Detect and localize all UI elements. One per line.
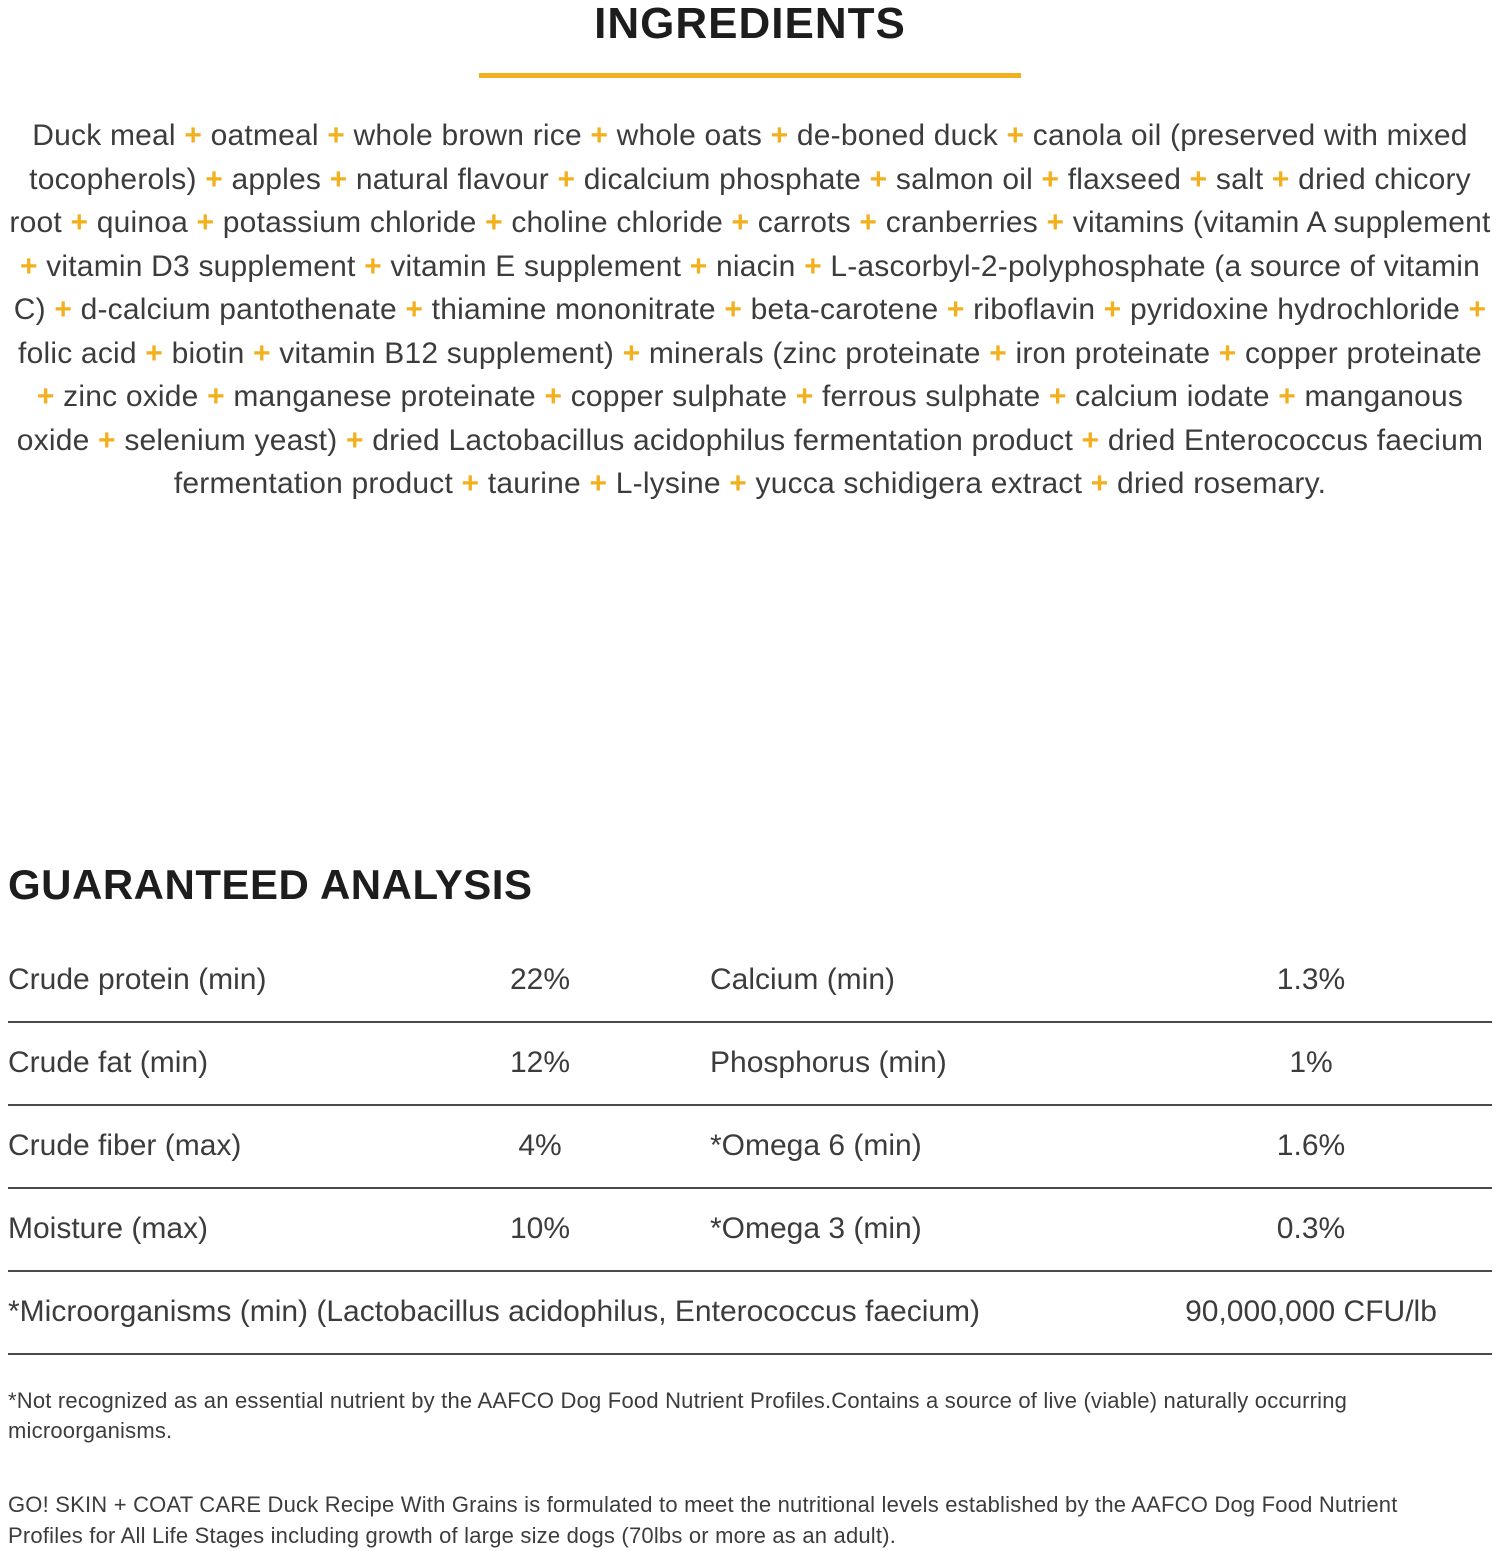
plus-separator: + xyxy=(715,293,751,326)
analysis-row xyxy=(8,1189,1492,1272)
plus-separator: + xyxy=(175,119,211,152)
ingredient-item: canola oil (preserved with mixed tocopherols) xyxy=(29,119,1468,196)
ingredients-paragraph xyxy=(8,114,1492,506)
plus-separator: + xyxy=(548,162,584,196)
plus-separator: + xyxy=(1263,162,1299,196)
analysis-label: Calcium (min) xyxy=(710,963,896,996)
plus-separator: + xyxy=(19,249,47,283)
analysis-value: 10% xyxy=(509,1212,571,1245)
analysis-label: Phosphorus (min) xyxy=(710,1046,947,1079)
ingredient-item: vitamin B12 supplement) xyxy=(279,336,615,370)
analysis-value: 12% xyxy=(509,1046,571,1079)
ingredient-item: vitamin E supplement xyxy=(390,249,682,283)
ingredient-item: biotin xyxy=(171,336,245,370)
analysis-value: 0.3% xyxy=(1276,1212,1346,1245)
ingredient-item: manganese proteinate xyxy=(233,380,536,413)
ingredient-item: L-ascorbyl-2-polyphosphate (a source of vitamin C) xyxy=(13,249,1481,326)
plus-separator: + xyxy=(1073,423,1108,457)
analysis-row xyxy=(8,1023,1492,1106)
ingredient-item: thiamine mononitrate xyxy=(431,293,716,326)
plus-separator: + xyxy=(681,249,716,283)
ingredient-item: whole oats xyxy=(616,119,763,152)
ingredients-title: INGREDIENTS xyxy=(594,0,906,48)
ingredient-item: flaxseed xyxy=(1067,162,1182,196)
analysis-label: Moisture (max) xyxy=(8,1212,209,1245)
plus-separator: + xyxy=(720,467,756,500)
ingredient-item: calcium iodate xyxy=(1075,380,1270,413)
plus-separator: + xyxy=(89,423,125,457)
plus-separator: + xyxy=(188,206,223,239)
plus-separator: + xyxy=(337,423,373,457)
gold-divider xyxy=(479,73,1021,78)
plus-separator: + xyxy=(136,336,172,370)
ingredient-item: zinc oxide xyxy=(63,380,199,413)
plus-separator: + xyxy=(1040,380,1076,413)
ingredient-item: copper proteinate xyxy=(1245,336,1482,370)
plus-separator: + xyxy=(396,293,432,326)
analysis-value: 1.6% xyxy=(1276,1129,1346,1162)
ingredient-item: pyridoxine hydrochloride xyxy=(1130,293,1460,326)
ingredient-item: whole brown rice xyxy=(353,119,582,152)
ingredient-item: folic acid xyxy=(18,336,137,370)
plus-separator: + xyxy=(581,119,617,152)
analysis-label: *Omega 3 (min) xyxy=(710,1212,922,1245)
ingredient-item: dicalcium phosphate xyxy=(583,162,862,196)
plus-separator: + xyxy=(1082,467,1117,500)
ingredient-item: dried Enterococcus faecium fermentation product xyxy=(173,423,1484,500)
ingredient-item: salt xyxy=(1215,162,1264,196)
formulation-statement: GO! SKIN + COAT CARE Duck Recipe With Grains is formulated to meet the nutritional levels established by the AAFCO Dog Food Nutrient Profiles for All Life Stages including growth of large size dogs (70lbs or more as an adult). xyxy=(8,1491,1398,1548)
guaranteed-analysis-title: GUARANTEED ANALYSIS xyxy=(8,860,533,908)
plus-separator: + xyxy=(355,249,391,283)
ingredient-item: minerals (zinc proteinate xyxy=(648,336,981,370)
analysis-value: 90,000,000 CFU/lb xyxy=(1185,1295,1437,1328)
plus-separator: + xyxy=(1181,162,1216,196)
analysis-value: 1% xyxy=(1289,1046,1333,1079)
plus-separator: + xyxy=(36,380,64,413)
ingredient-item: carrots xyxy=(757,206,851,239)
ingredient-item: niacin xyxy=(715,249,796,283)
plus-separator: + xyxy=(318,119,354,152)
plus-separator: + xyxy=(1459,293,1487,326)
analysis-row xyxy=(8,1106,1492,1189)
plus-separator: + xyxy=(1269,380,1305,413)
ingredient-item: dried chicory root xyxy=(9,162,1471,239)
ingredient-item: de-boned duck xyxy=(796,119,998,152)
plus-separator: + xyxy=(795,249,831,283)
plus-separator: + xyxy=(787,380,823,413)
ingredient-item: yucca schidigera extract xyxy=(755,467,1083,500)
plus-separator: + xyxy=(1037,206,1073,239)
plus-separator: + xyxy=(244,336,280,370)
ingredient-item: cranberries xyxy=(885,206,1038,239)
analysis-value: 22% xyxy=(509,963,571,996)
plus-separator: + xyxy=(997,119,1033,152)
ingredient-item: selenium yeast) xyxy=(124,423,338,457)
analysis-label: *Microorganisms (min) (Lactobacillus acidophilus, Enterococcus faecium) xyxy=(8,1295,981,1328)
plus-separator: + xyxy=(321,162,356,196)
plus-separator: + xyxy=(580,467,616,500)
ingredient-item: iron proteinate xyxy=(1015,336,1211,370)
ingredient-item: choline chloride xyxy=(511,206,723,239)
ingredient-item: L-lysine xyxy=(615,467,721,500)
plus-separator: + xyxy=(196,162,232,196)
analysis-label: *Omega 6 (min) xyxy=(710,1129,922,1162)
ingredient-item: apples xyxy=(231,162,322,196)
plus-separator: + xyxy=(453,467,488,500)
ingredient-item: natural flavour xyxy=(355,162,549,196)
ingredient-item: quinoa xyxy=(96,206,188,239)
aafco-footnote: *Not recognized as an essential nutrient by the AAFCO Dog Food Nutrient Profiles.Contains a source of live (viable) naturally occurring microorganisms. xyxy=(8,1387,1348,1443)
analysis-value: 4% xyxy=(518,1129,562,1162)
ingredient-item: vitamins (vitamin A supplement xyxy=(1072,206,1491,239)
plus-separator: + xyxy=(476,206,512,239)
plus-separator: + xyxy=(850,206,886,239)
ingredient-item: beta-carotene xyxy=(750,293,939,326)
plus-separator: + xyxy=(1095,293,1130,326)
ingredient-item: oatmeal xyxy=(210,119,319,152)
guaranteed-analysis-table xyxy=(8,940,1492,1355)
microorganisms-row xyxy=(8,1272,1492,1355)
plus-separator: + xyxy=(198,380,234,413)
ingredient-item: Duck meal xyxy=(32,119,176,152)
plus-separator: + xyxy=(938,293,974,326)
analysis-label: Crude fat (min) xyxy=(8,1046,209,1079)
plus-separator: + xyxy=(762,119,797,152)
plus-separator: + xyxy=(61,206,97,239)
analysis-value: 1.3% xyxy=(1276,963,1346,996)
plus-separator: + xyxy=(861,162,896,196)
ingredient-item: riboflavin xyxy=(973,293,1096,326)
analysis-label: Crude fiber (max) xyxy=(8,1129,242,1162)
ingredient-item: d-calcium pantothenate xyxy=(80,293,397,326)
ingredient-item: vitamin D3 supplement xyxy=(46,249,356,283)
ingredient-item: taurine xyxy=(487,467,581,500)
plus-separator: + xyxy=(614,336,649,370)
plus-separator: + xyxy=(535,380,571,413)
ingredient-item: dried Lactobacillus acidophilus fermentation product xyxy=(372,423,1074,457)
plus-separator: + xyxy=(45,293,81,326)
plus-separator: + xyxy=(980,336,1016,370)
ingredient-item: potassium chloride xyxy=(222,206,477,239)
plus-separator: + xyxy=(723,206,758,239)
analysis-label: Crude protein (min) xyxy=(8,963,267,996)
ingredient-item: dried rosemary. xyxy=(1116,467,1327,500)
analysis-row xyxy=(8,940,1492,1023)
ingredient-item: copper sulphate xyxy=(570,380,788,413)
plus-separator: + xyxy=(1210,336,1246,370)
ingredient-item: manganous oxide xyxy=(16,380,1464,457)
ingredient-item: salmon oil xyxy=(895,162,1033,196)
plus-separator: + xyxy=(1032,162,1068,196)
ingredient-item: ferrous sulphate xyxy=(822,380,1041,413)
